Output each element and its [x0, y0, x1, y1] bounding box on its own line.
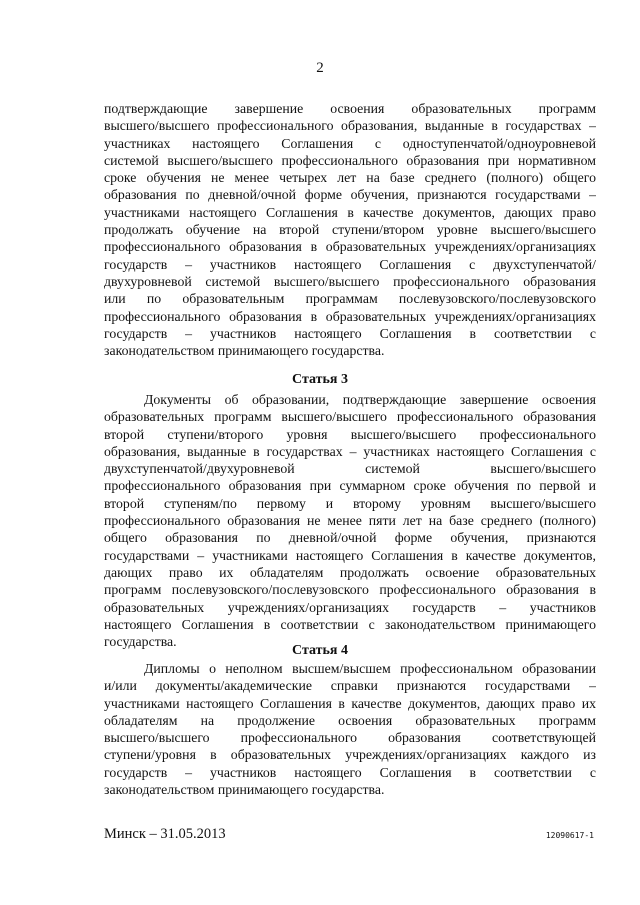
text-line: государствами – участниками настоящего Соглашения в качестве документов,: [104, 547, 596, 563]
text-line: образовательных учреждениях/организациях государств – участников: [104, 599, 596, 615]
text-line: и/или документы/академические справки признаются государствами –: [104, 678, 596, 694]
text-line: государств – участников настоящего Соглашения в соответствии с: [104, 325, 596, 341]
text-line: образования по дневной/очной форме обучения, признаются государствами –: [104, 187, 596, 203]
article-3-heading: Статья 3: [292, 372, 348, 387]
page-number: 2: [316, 60, 324, 76]
text-line: высшего/высшего профессионального образования, выданные в государствах –: [104, 118, 596, 134]
text-line: двухуровневой системой высшего/высшего профессионального образования: [104, 273, 596, 289]
text-line: государства.: [104, 634, 177, 650]
text-line: государств – участников настоящего Соглашения в соответствии с: [104, 764, 596, 780]
text-line: участниками настоящего Соглашения в качестве документов, дающих право их: [104, 695, 596, 711]
text-line: участниках настоящего Соглашения с одноступенчатой/одноуровневой: [104, 135, 596, 151]
article-3-body: [104, 391, 596, 650]
article-4-body: [104, 660, 596, 798]
text-line: второй ступеням/по первому и второму уровням высшего/высшего: [104, 495, 596, 511]
place-date: Минск – 31.05.2013: [104, 826, 226, 842]
text-line: профессионального образования не менее пяти лет на базе среднего (полного): [104, 513, 596, 529]
text-line: продолжать обучение на второй ступени/втором уровне высшего/высшего: [104, 222, 596, 238]
text-line: государств – участников настоящего Соглашения с двухступенчатой/: [104, 256, 596, 272]
document-code: 12090617-1: [545, 831, 594, 840]
text-line: ступени/уровня в образовательных учреждениях/организациях каждого из: [104, 747, 596, 763]
text-line: второй ступени/второго уровня высшего/высшего профессионального: [104, 426, 596, 442]
text-line: настоящего Соглашения в соответствии с законодательством принимающего: [104, 616, 596, 632]
text-line: образования, выданные в государствах – участниках настоящего Соглашения с: [104, 443, 596, 459]
text-line: Документы об образовании, подтверждающие завершение освоения: [144, 392, 596, 407]
text-line: дающих право их обладателям продолжать освоение образовательных: [104, 564, 596, 580]
text-line: образовательных программ высшего/высшего профессионального образования: [104, 409, 596, 425]
text-line: обладателям на продолжение освоения образовательных программ: [104, 712, 596, 728]
text-line: участниками настоящего Соглашения в качестве документов, дающих право: [104, 204, 596, 220]
text-line: программ послевузовского/послевузовского профессионального образования в: [104, 582, 596, 598]
text-line: высшего/высшего профессионального образования соответствующей: [104, 730, 596, 746]
article-4-heading: Статья 4: [292, 643, 348, 658]
text-line: профессионального образования в образовательных учреждениях/организациях: [104, 239, 596, 255]
text-line: сроке обучения не менее четырех лет на базе среднего (полного) общего: [104, 170, 596, 186]
paragraph-continuation: [104, 100, 596, 359]
text-line: законодательством принимающего государства.: [104, 782, 385, 798]
text-line: общего образования по дневной/очной форме обучения, признаются: [104, 530, 596, 546]
text-line: законодательством принимающего государства.: [104, 343, 385, 359]
text-line: профессионального образования в образовательных учреждениях/организациях: [104, 308, 596, 324]
text-line: или по образовательным программам послевузовского/послевузовского: [104, 291, 596, 307]
text-line: профессионального образования при суммарном сроке обучения по первой и: [104, 478, 596, 494]
text-line: двухступенчатой/двухуровневой системой высшего/высшего: [104, 461, 596, 477]
text-line: Дипломы о неполном высшем/высшем профессиональном образовании: [144, 661, 596, 676]
text-line: системой высшего/высшего профессионального образования при нормативном: [104, 152, 596, 168]
text-line: подтверждающие завершение освоения образовательных программ: [104, 101, 596, 116]
